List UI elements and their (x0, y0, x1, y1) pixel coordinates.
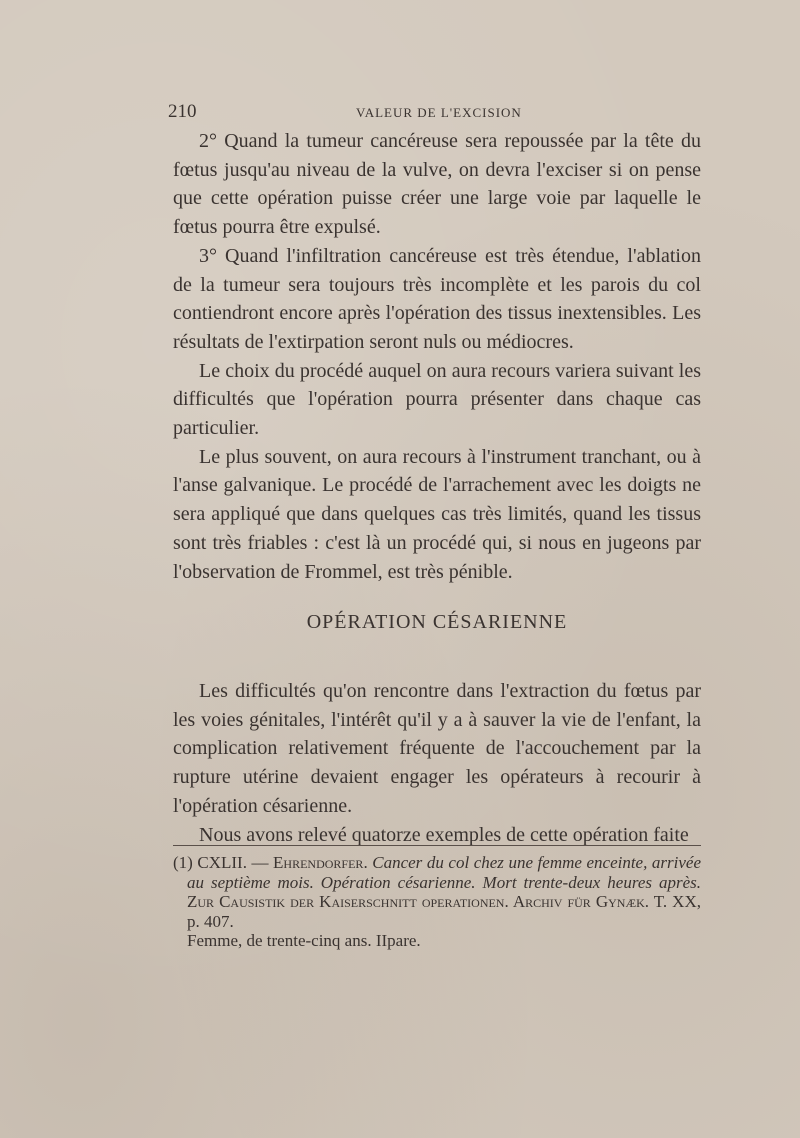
page-header (168, 101, 688, 127)
page-number: 210 (168, 101, 197, 122)
body-text-lower (173, 677, 701, 849)
paragraph: Le choix du procédé auquel on aura recours variera suivant les difficultés que l'opération pourra présenter dans chaque cas particulier. (173, 359, 701, 440)
section-title: OPÉRATION CÉSARIENNE (306, 611, 568, 633)
paragraph: Le plus souvent, on aura recours à l'instrument tranchant, ou à l'anse galvanique. Le procédé de l'arrachement avec les doigts ne sera appliqué que dans quelques cas très limités, quand les tissus sont très friables : c'est là un procédé qui, si nous en jugeons par l'observation de Frommel, est très pénible. (173, 445, 701, 583)
running-head: VALEUR DE L'EXCISION (356, 105, 522, 120)
footnote (173, 853, 701, 951)
footnote-journal: Zur Causistik der Kaiserschnitt operationen. Archiv für Gynæk. (187, 892, 650, 911)
paragraph: 3° Quand l'infiltration cancéreuse est très étendue, l'ablation de la tumeur sera toujours très incomplète et les parois du col contiendront encore après l'opération des tissus inextensibles. Les résultats de l'extirpation seront nuls ou médiocres. (173, 244, 701, 353)
paragraph: 2° Quand la tumeur cancéreuse sera repoussée par la tête du fœtus jusqu'au niveau de la vulve, on devra l'exciser si on pense que cette opération puisse créer une large voie par laquelle le fœtus pourra être expulsé. (173, 130, 701, 239)
footnote-author: Ehrendorfer. (273, 853, 368, 872)
footnote-line: Femme, de trente-cinq ans. IIpare. (187, 931, 421, 950)
footnote-divider (173, 845, 701, 846)
paragraph: Nous avons relevé quatorze exemples de cette opération faite (199, 823, 689, 846)
body-text-upper (173, 127, 701, 586)
paragraph: Les difficultés qu'on rencontre dans l'extraction du fœtus par les voies génitales, l'intérêt qu'il y a à sauver la vie de l'enfant, la complication relativement fréquente de l'accouchement par la rupture utérine devaient engager les opérateurs à recourir à l'opération césarienne. (173, 680, 701, 817)
footnote-ref: (1) CXLII. — (173, 853, 274, 872)
footnote-title: Cancer du col chez une femme enceinte, arrivée au septième mois. Opération césarienne. Mort trente-deux heures après. (187, 853, 701, 892)
footnote-ref-tail: T. XX, p. 407. (187, 892, 701, 931)
footnote-entry (173, 853, 701, 931)
